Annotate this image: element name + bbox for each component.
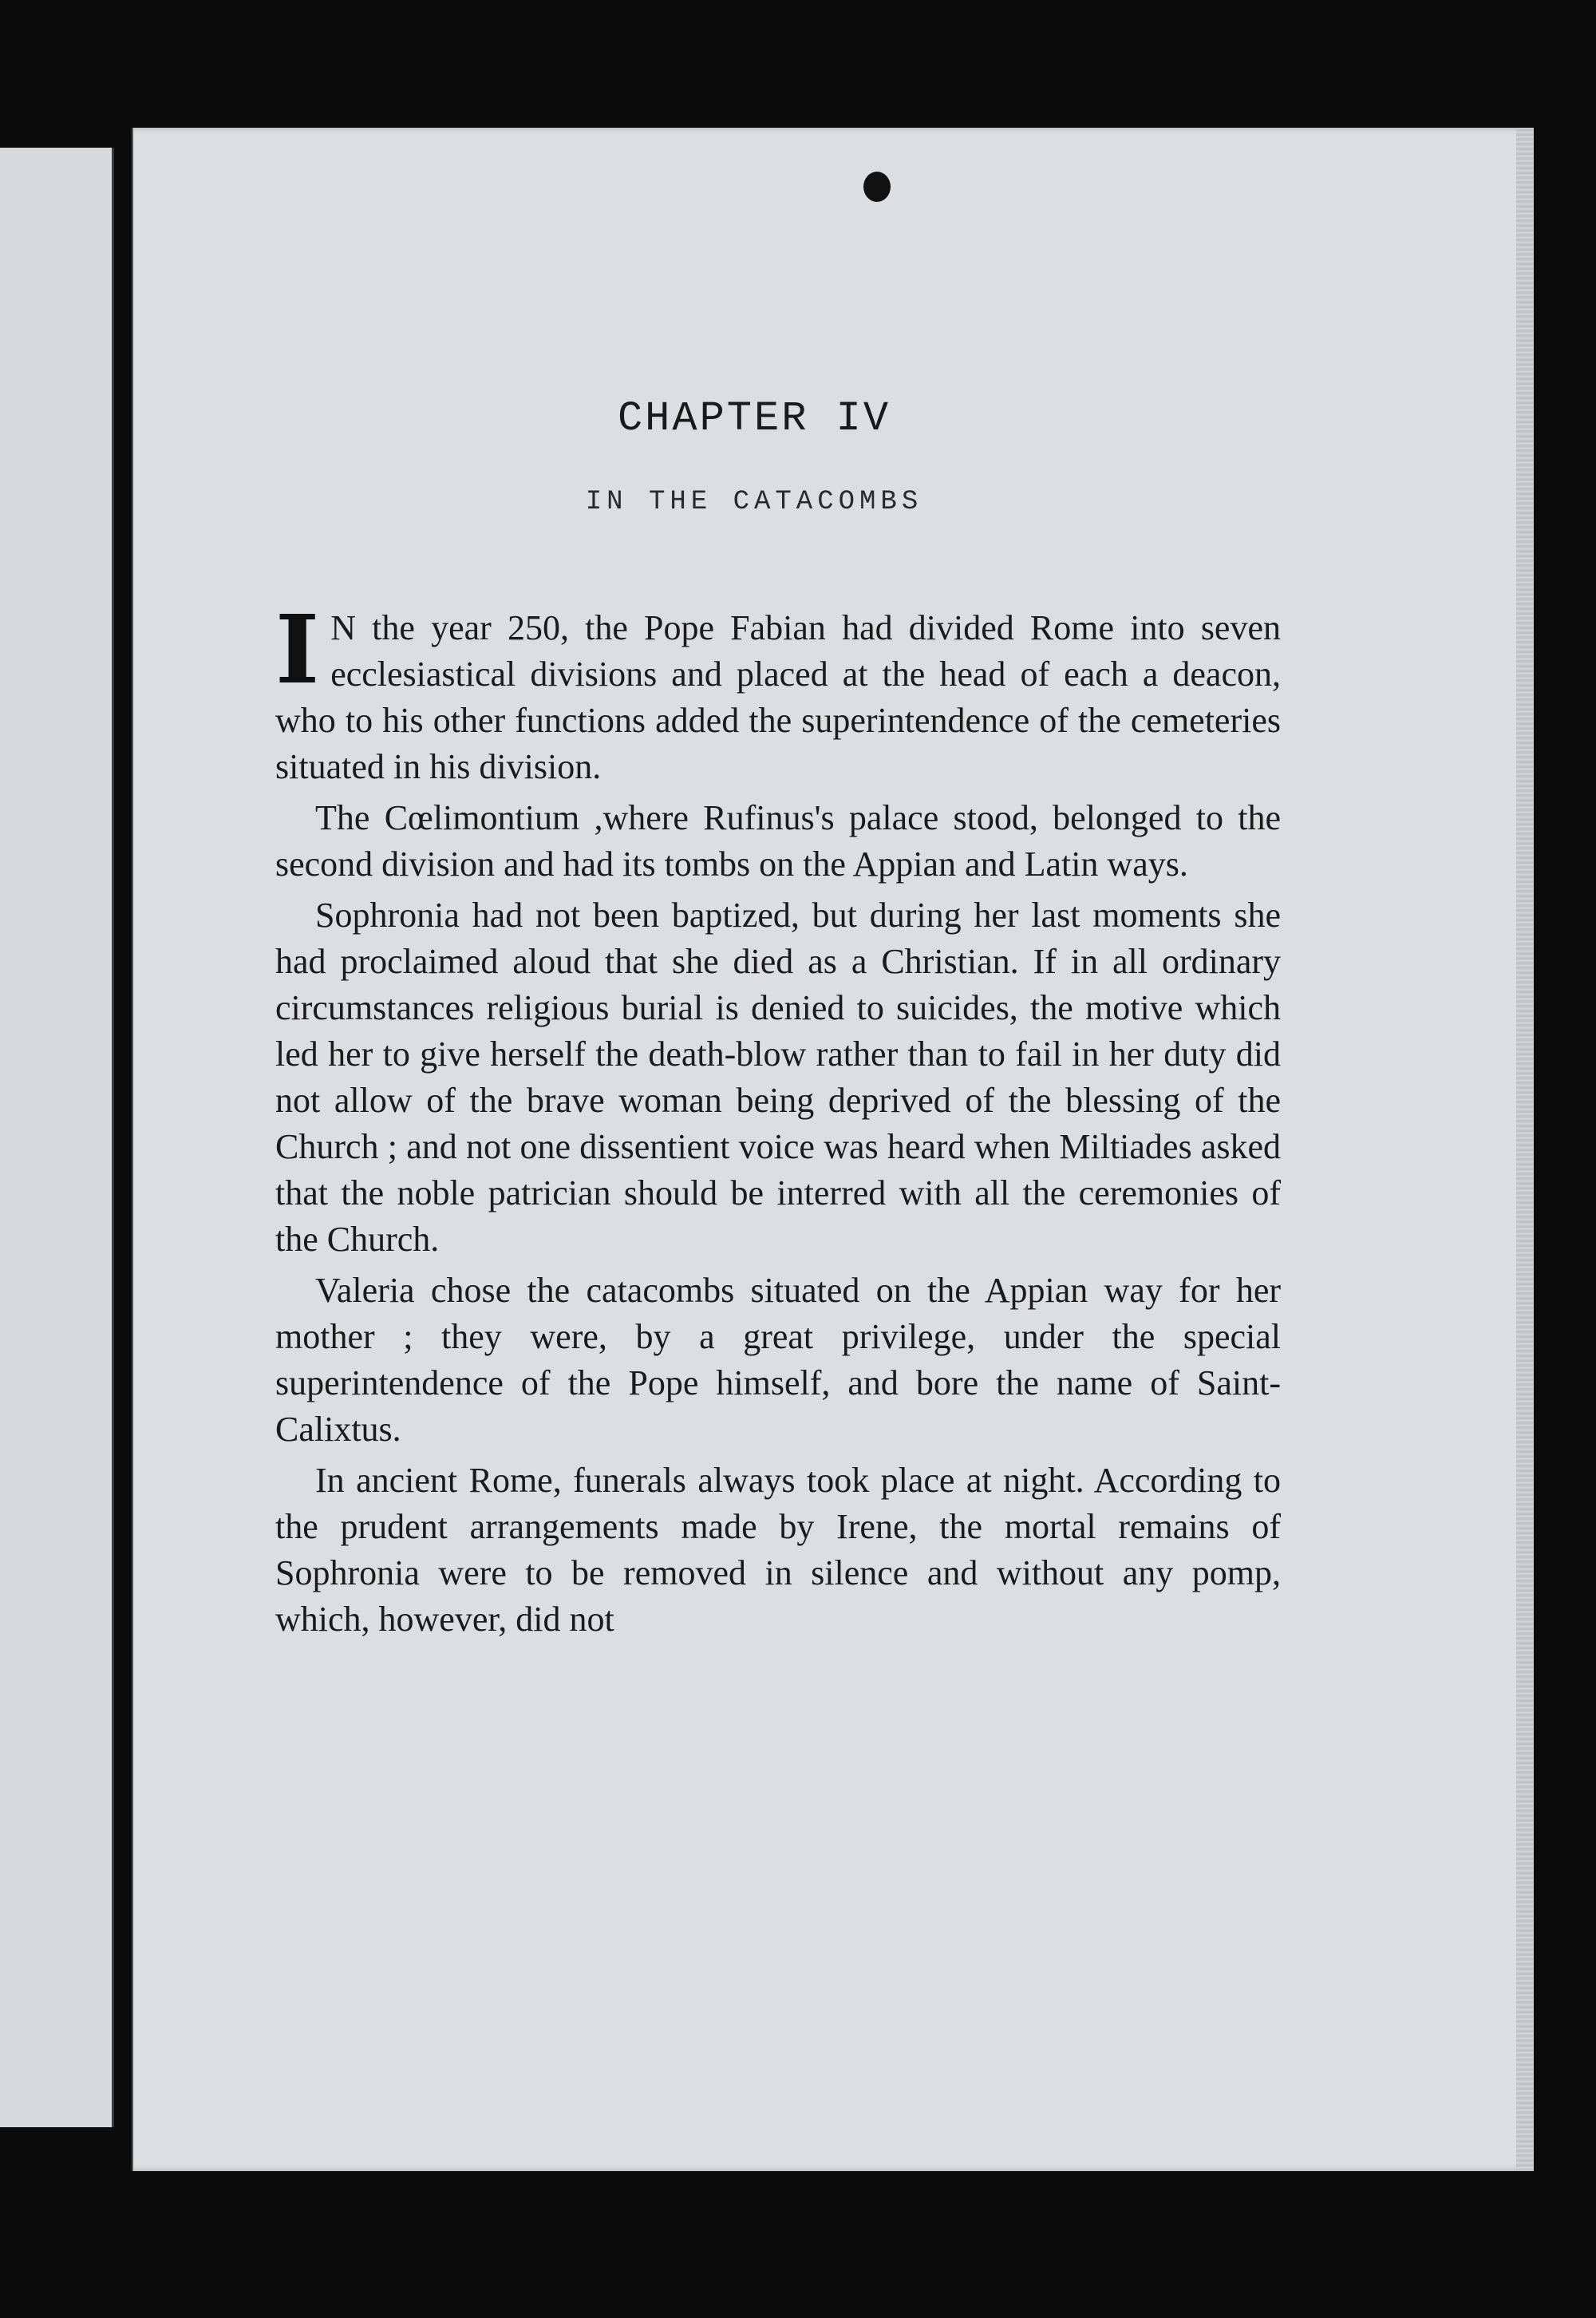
page-edge-shading	[1516, 128, 1534, 2171]
paragraph-2: The Cœlimontium ,where Rufinus's palace stood, belonged to the second division and had its tombs on the Appian and Latin ways.	[275, 798, 1281, 884]
lead-letters: N	[330, 608, 356, 647]
ink-spot	[863, 172, 891, 202]
facing-page-edge	[0, 148, 114, 2127]
drop-cap: I	[275, 594, 320, 705]
paragraph-text: the year 250, the Pope Fabian had divided Rome into seven ecclesiastical divisions and placed at the head of each a deacon, who to his other functions added the superintendence of the cemeteries situated in his division.	[275, 608, 1281, 786]
paragraph-5: In ancient Rome, funerals always took place at night. According to the prudent arrangements made by Irene, the mortal remains of Sophronia were to be removed in silence and without any pomp, which, however, did not	[275, 1461, 1281, 1639]
paragraph-4: Valeria chose the catacombs situated on the Appian way for her mother ; they were, by a great privilege, under the special superintendence of the Pope himself, and bore the name of Saint-Calixtus.	[275, 1271, 1281, 1449]
paragraph-3: Sophronia had not been baptized, but during her last moments she had proclaimed aloud that she died as a Christian. If in all ordinary circumstances religious burial is denied to suicides, the motive which led her to give herself the death-blow rather than to fail in her duty did not allow of the brave woman being deprived of the blessing of the Church ; and not one dissentient voice was heard when Miltiades asked that the noble patrician should be interred with all the ceremonies of the Church.	[275, 896, 1281, 1259]
chapter-body	[275, 594, 1281, 1648]
paragraph-1	[275, 594, 1281, 790]
chapter-subtitle: IN THE CATACOMBS	[585, 487, 923, 517]
chapter-title: CHAPTER IV	[617, 395, 891, 442]
